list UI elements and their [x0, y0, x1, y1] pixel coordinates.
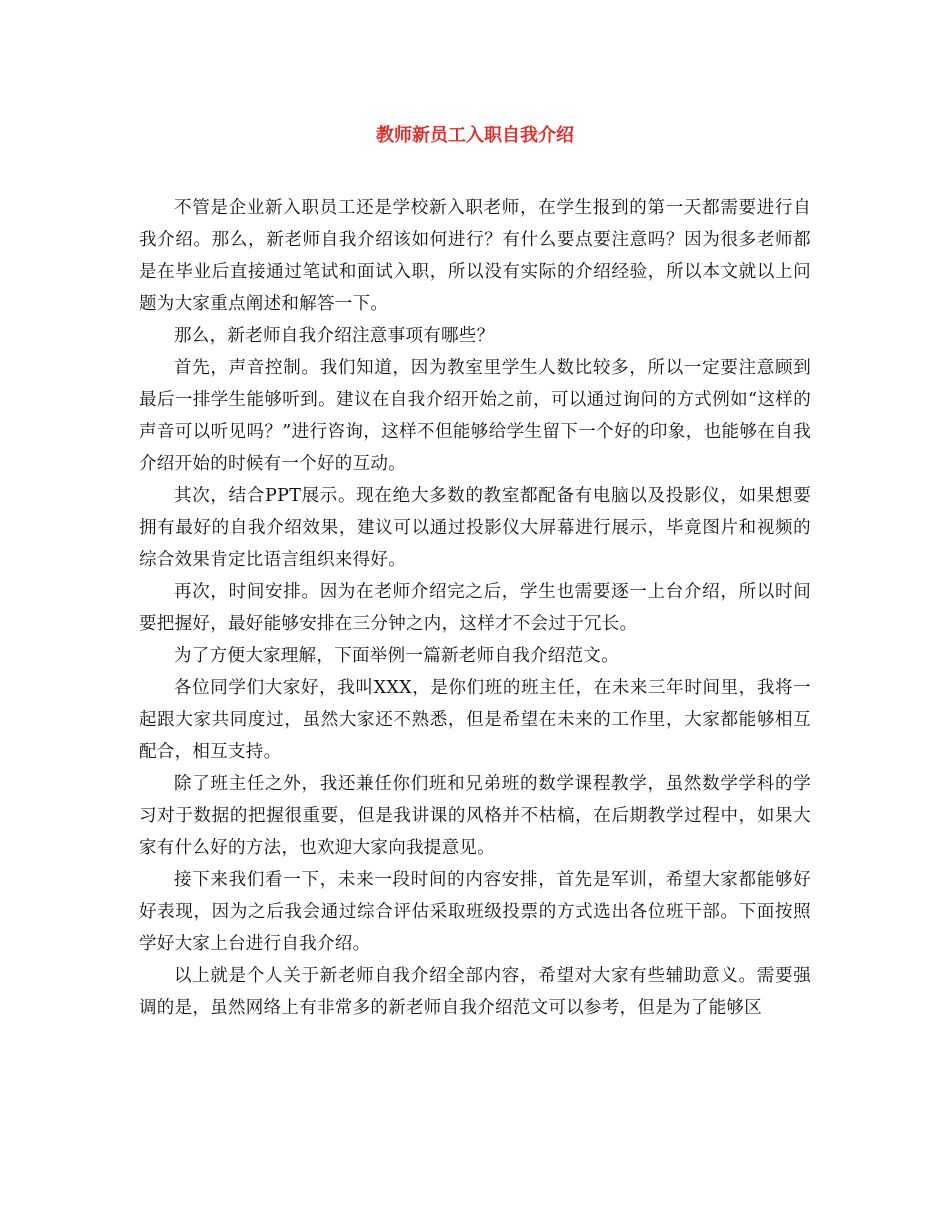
paragraph-ppt: 其次，结合PPT展示。现在绝大多数的教室都配备有电脑以及投影仪，如果想要拥有最好的自我介绍效果，建议可以通过投影仪大屏幕进行展示，毕竟图片和视频的综合效果肯定比语言组织来得好。 [139, 486, 811, 570]
paragraph-intro: 不管是企业新入职员工还是学校新入职老师，在学生报到的第一天都需要进行自我介绍。那么，新老师自我介绍该如何进行？有什么要点要注意吗？因为很多老师都是在毕业后直接通过笔试和面试入职，所以没有实际的介绍经验，所以本文就以上问题为大家重点阐述和解答一下。 [139, 198, 811, 314]
paragraph-example-intro: 为了方便大家理解，下面举例一篇新老师自我介绍范文。 [174, 646, 619, 666]
paragraph-voice-control: 首先，声音控制。我们知道，因为教室里学生人数比较多，所以一定要注意顾到最后一排学生能够听到。建议在自我介绍开始之前，可以通过询问的方式例如“这样的声音可以听见吗？”进行咨询，这样不但能够给学生留下一个好的印象，也能够在自我介绍开始的时候有一个好的互动。 [139, 358, 811, 474]
paragraph-conclusion: 以上就是个人关于新老师自我介绍全部内容，希望对大家有些辅助意义。需要强调的是，虽然网络上有非常多的新老师自我介绍范文可以参考，但是为了能够区 [139, 966, 811, 1018]
paragraph-example-teaching: 除了班主任之外，我还兼任你们班和兄弟班的数学课程教学，虽然数学学科的学习对于数据的把握很重要，但是我讲课的风格并不枯槁，在后期教学过程中，如果大家有什么好的方法，也欢迎大家向我提意见。 [139, 774, 811, 858]
document-body [139, 192, 811, 1024]
document-title: 教师新员工入职自我介绍 [376, 125, 574, 146]
paragraph-example-schedule: 接下来我们看一下，未来一段时间的内容安排，首先是军训，希望大家都能够好好表现，因为之后我会通过综合评估采取班级投票的方式选出各位班干部。下面按照学好大家上台进行自我介绍。 [139, 870, 811, 954]
paragraph-question: 那么，新老师自我介绍注意事项有哪些？ [174, 326, 495, 346]
paragraph-time: 再次，时间安排。因为在老师介绍完之后，学生也需要逐一上台介绍，所以时间要把握好，最好能够安排在三分钟之内，这样才不会过于冗长。 [139, 582, 811, 634]
paragraph-example-greeting: 各位同学们大家好，我叫XXX，是你们班的班主任，在未来三年时间里，我将一起跟大家共同度过，虽然大家还不熟悉，但是希望在未来的工作里，大家都能够相互配合，相互支持。 [139, 678, 811, 762]
